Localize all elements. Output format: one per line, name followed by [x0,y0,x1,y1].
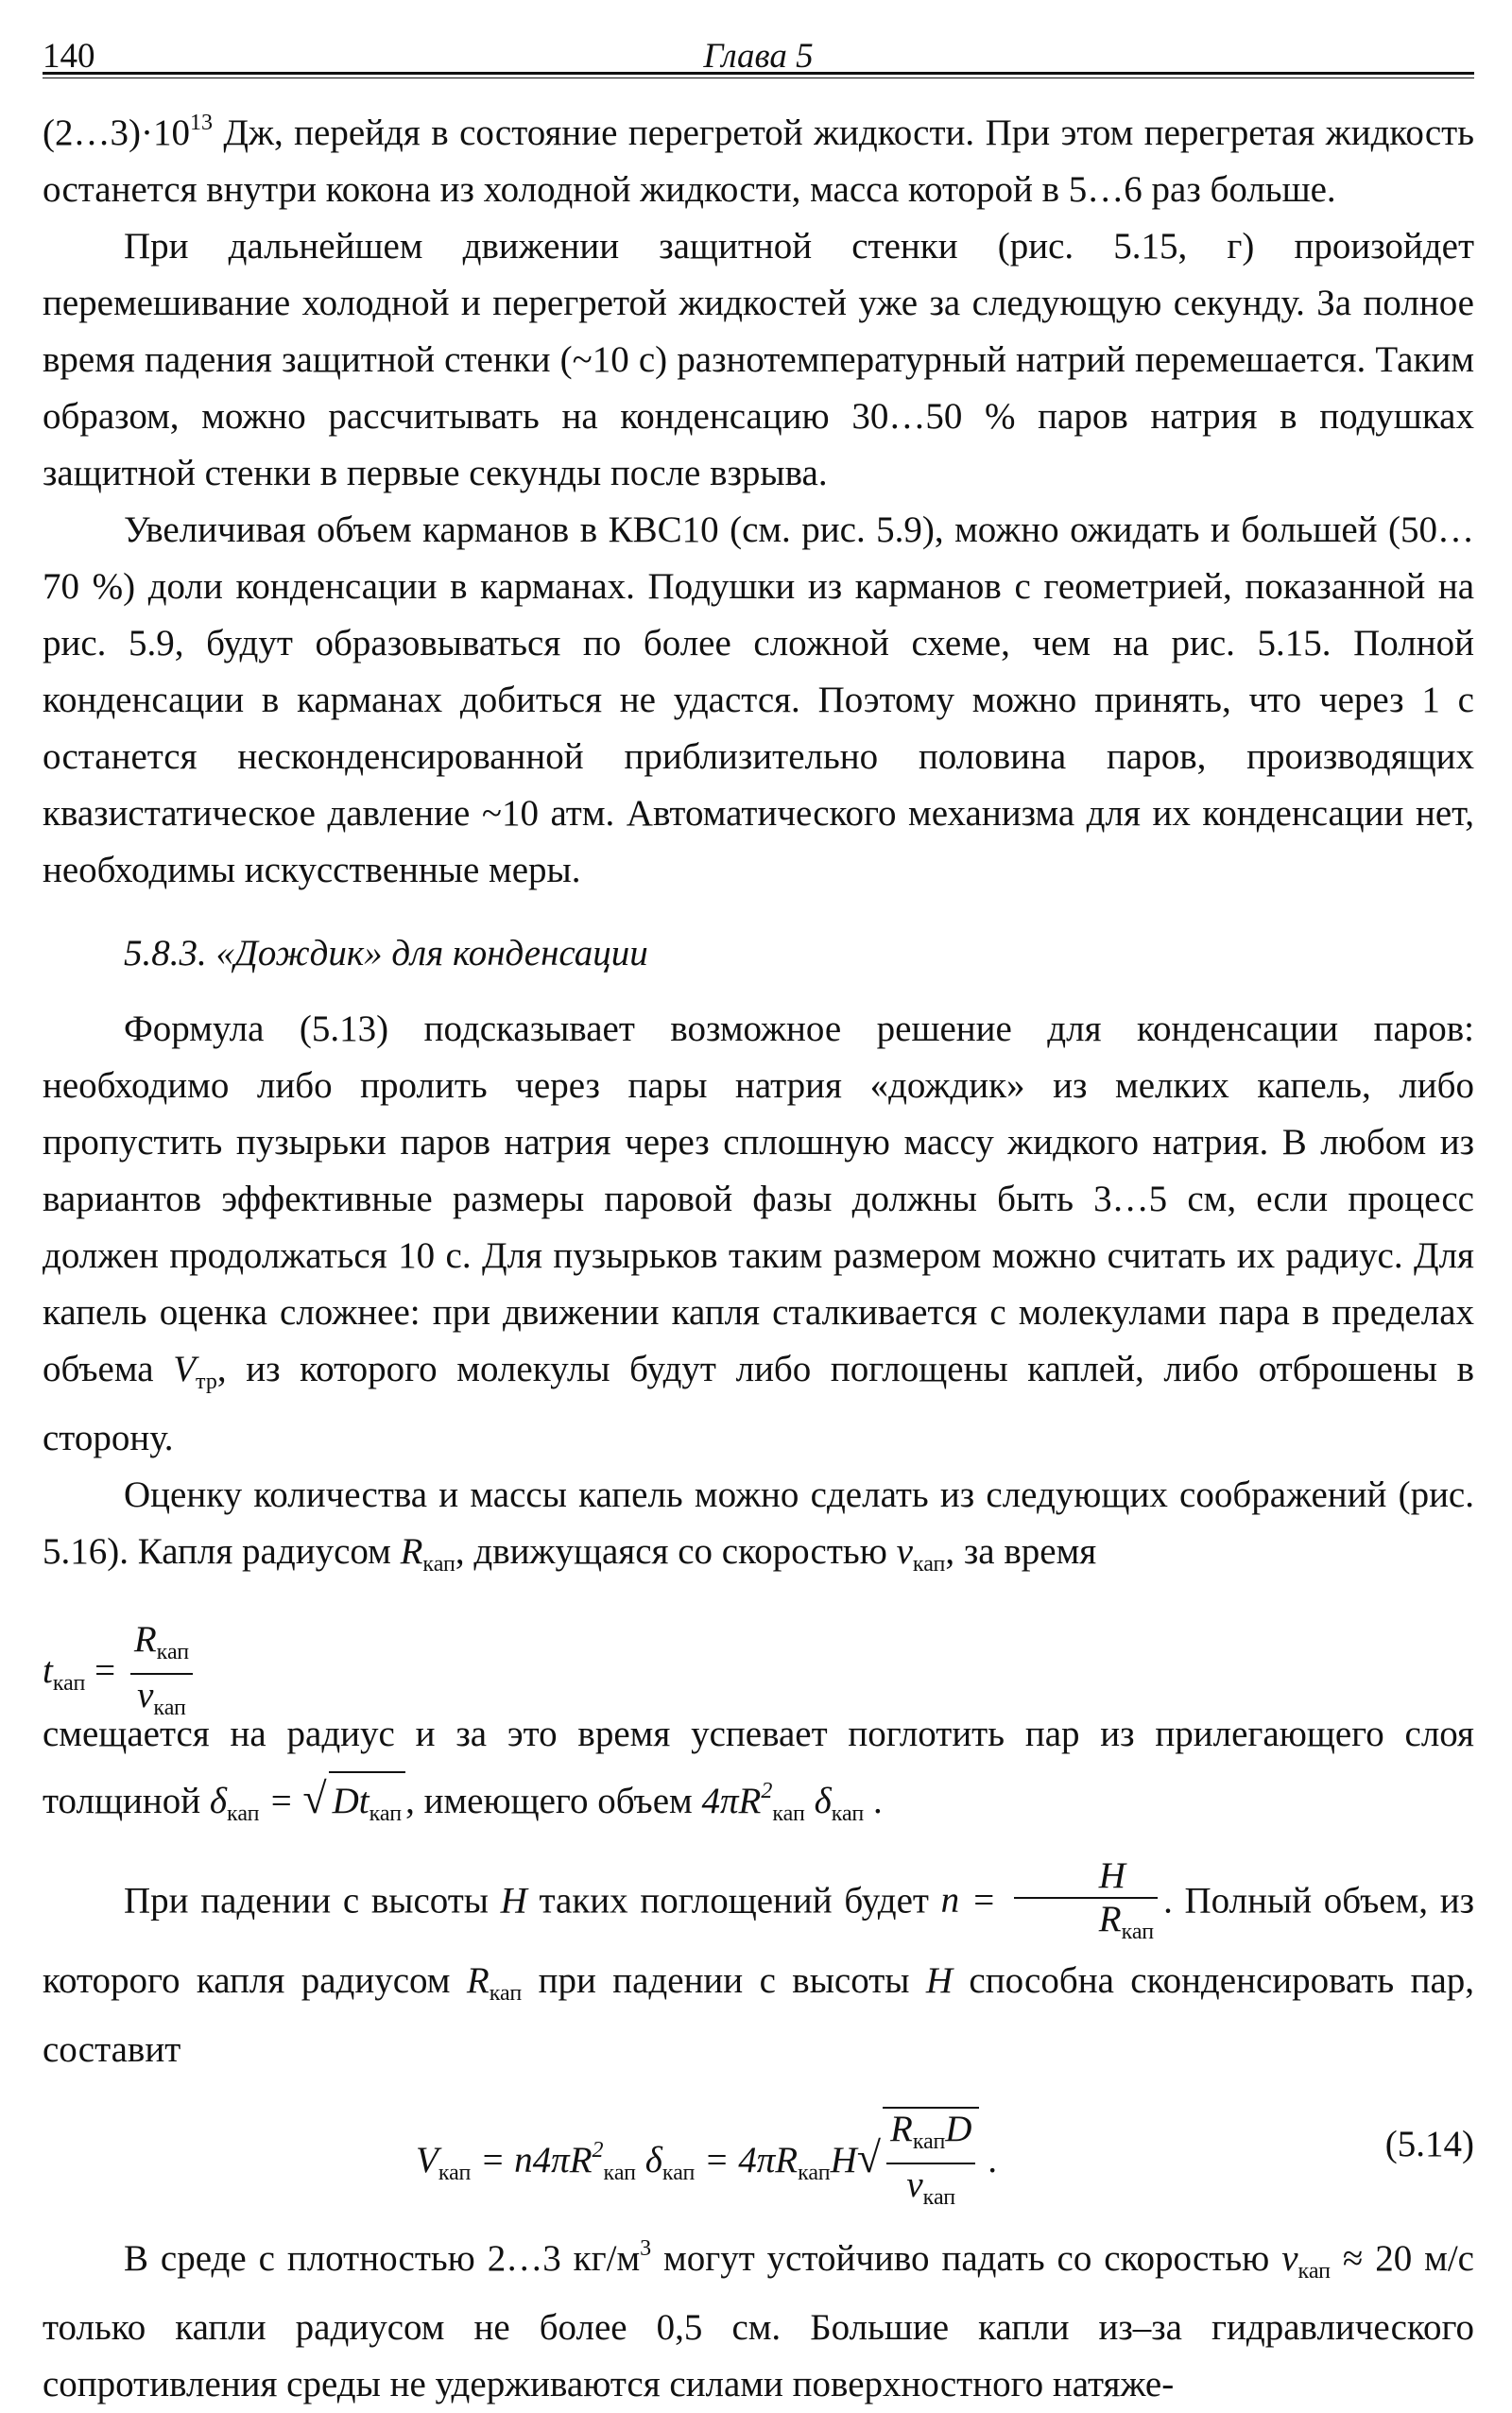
math-n-fraction: n = $\frac{H}{R_{кап}}$ [941,1880,1163,1921]
math-v-kap-2: $v_{кап}$ [1281,2238,1331,2284]
running-title: Глава 5 [703,37,814,76]
math-r-kap: $R_{кап}$ [400,1531,455,1577]
header-rule-thick [43,72,1474,75]
section-title: 5.8.3. «Дождик» для конденсации [124,933,648,974]
math-v-tr: $V_{тр}$ [173,1349,217,1394]
paragraph-1: $(2\dots 3)\cdot 10^{13}$ Дж, перейдя в состояние перегретой жидкости. При этом перегретая жидкость останется внутри кокона из холодной жидкости, масса которой в 5…6 раз больше. [43,111,1474,210]
equation-number: (5.14) [1384,2124,1474,2164]
paragraph-7: В среде с плотностью 2…3 $кг/м^3$ могут устойчиво падать со скоростью $v_{кап} \approx 20$ м/с только капли радиусом не более 0,5 см. Большие капли из–за гидравлического сопротивления среды не удерживаются силами поверхностного натяже- [43,2236,1474,2404]
equation-5-14 [43,2088,1474,2210]
book-page [43,26,1475,2404]
paragraph-2: При дальнейшем движении защитной стенки (рис. 5.15, г) произойдет перемешивание холодной и перегретой жидкостей уже за следующую секунду. За полное время падения защитной стенки (~10 с) разнотемпературный натрий перемешается. Таким образом, можно рассчитывать на конденсацию 30…50 % паров натрия в подушках защитной стенки в первые секунды после взрыва. [43,226,1474,493]
math-volume-layer: $4\pi R^2_{кап}$ $\delta_{кап}$ [701,1779,865,1826]
math-t-kap-fraction: $t_{кап}$ = $\frac{R_{кап}}{v_{кап}}$ [43,1619,198,1729]
math-r-kap-2: $R_{кап}$ [466,1960,523,2006]
paragraph-5-cont: смещается на радиус и за это время успевает поглотить пар из прилегающего слоя толщиной $\delta_{кап}$ = √ $Dt_{кап}$ , имеющего объем $4\pi R^2_{кап}$ $\delta_{кап}$ . [43,1706,1474,1842]
time-formula-line [43,1593,1474,1720]
math-delta-kap: $\delta_{кап}$ = √ $Dt_{кап}$ [210,1781,405,1821]
equation-body: $V_{кап} = n4\pi R^2_{кап}$ $\delta_{кап} = 4\pi R_{кап}H√$ $\frac{R_{кап}D}{v_{кап}}$ . [416,2107,998,2218]
page-number: 140 [43,37,95,76]
paragraph-4: Формула (5.13) подсказывает возможное решение для конденсации паров: необходимо либо пролить через пары натрия «дождик» из мелких капель, либо пропустить пузырьки паров натрия через сплошную массу жидкого натрия. В любом из вариантов эффективные размеры паровой фазы должны быть 3…5 см, если процесс должен продолжаться 10 с. Для пузырьков таким размером можно считать их радиус. Для капель оценка сложнее: при движении капля сталкивается с молекулами пара в пределах объема $V_{тр}$, из которого молекулы будут либо поглощены каплей, либо отброшены в сторону. [43,1008,1475,1458]
paragraph-5: Оценку количества и массы капель можно сделать из следующих соображений (рис. 5.16). Капля радиусом $R_{кап}$, движущаяся со скоростью $v_{кап}$, за время [43,1474,1474,1577]
page-body [43,95,1474,2413]
math-v-kap: $v_{кап}$ [896,1531,946,1577]
paragraph-6: При падении с высоты H таких поглощений будет n = $\frac{H}{R_{кап}}$ . Полный объем, из которого капля радиусом $R_{кап}$ при падении с высоты H способна сконденсировать пар, составит [43,1855,1474,2070]
page-header [43,26,1474,76]
paragraph-3: Увеличивая объем карманов в КВС10 (см. рис. 5.9), можно ожидать и большей (50…70 %) доли конденсации в карманах. Подушки из карманов с геометрией, показанной на рис. 5.9, будут образовываться по более сложной схеме, чем на рис. 5.15. Полной конденсации в карманах добиться не удастся. Поэтому можно принять, что через 1 с останется несконденсированной приблизительно половина паров, производящих квазистатическое давление ~10 атм. Автоматического механизма для их конденсации нет, необходимы искусственные меры. [43,509,1474,890]
